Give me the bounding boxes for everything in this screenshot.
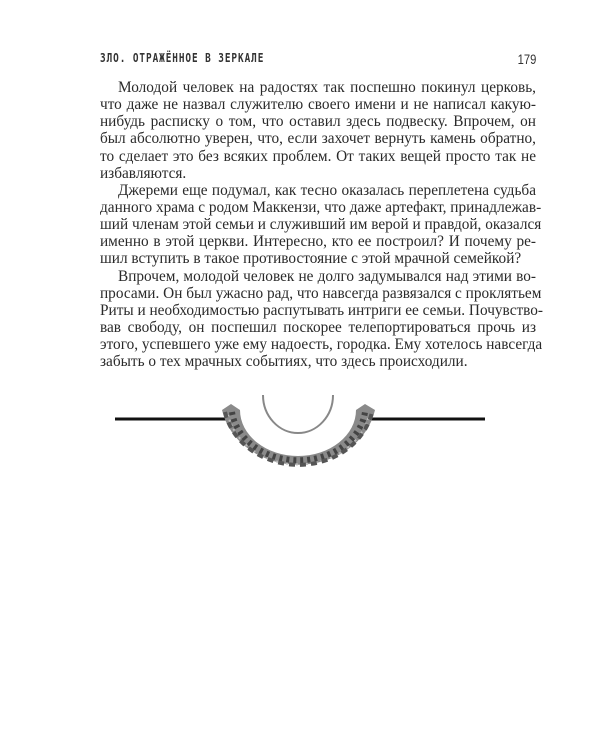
paragraph <box>100 181 542 268</box>
paragraph <box>100 267 544 371</box>
text-line: то сделает это без всяких проблем. От таких вещей просто так не <box>100 147 536 165</box>
text-line: Риты и необходимостью распутывать интриги ее семьи. Почувство- <box>100 301 544 319</box>
text-line: именно в этой церкви. Интересно, кто ее построил? И почему ре- <box>100 233 536 251</box>
text-line: Впрочем, молодой человек не долго задумывался над этими во- <box>118 267 536 285</box>
text-line: забыть о тех мрачных событиях, что здесь происходили. <box>100 353 468 371</box>
text-line: данного храма с родом Маккензи, что даже артефакт, принадлежав- <box>100 198 542 216</box>
text-line: Джереми еще подумал, как тесно оказалась переплетена судьба <box>118 181 536 199</box>
running-header <box>100 51 536 69</box>
text-line: ший членам этой семьи и служивший им верой и правдой, оказался <box>100 216 542 234</box>
text-line: был абсолютно уверен, что, если захочет вернуть камень обратно, <box>100 130 536 148</box>
running-title: ЗЛО. ОТРАЖЁННОЕ В ЗЕРКАЛЕ <box>100 51 265 65</box>
lace-half-medallion-icon <box>222 395 375 465</box>
paragraph <box>100 79 536 182</box>
ornament-divider <box>110 390 490 480</box>
page-number: 179 <box>517 51 536 67</box>
text-line: этого, успевшего уже ему надоесть, городка. Ему хотелось навсегда <box>100 336 543 354</box>
text-line: вав свободу, он поспешил поскорее телепортироваться прочь из <box>100 318 536 336</box>
text-line: просами. Он был ужасно рад, что навсегда развязался с проклятьем <box>100 284 542 302</box>
body-text <box>100 79 544 371</box>
text-line: шил вступить в такое противостояние с этой мрачной семейкой? <box>100 250 522 268</box>
text-line: нибудь расписку о том, что оставил здесь подвеску. Впрочем, он <box>100 113 536 131</box>
text-line: что даже не назвал служителю своего имени и не написал какую- <box>100 96 536 114</box>
text-line: избавляются. <box>100 164 187 182</box>
text-line: Молодой человек на радостях так поспешно покинул церковь, <box>118 79 536 96</box>
